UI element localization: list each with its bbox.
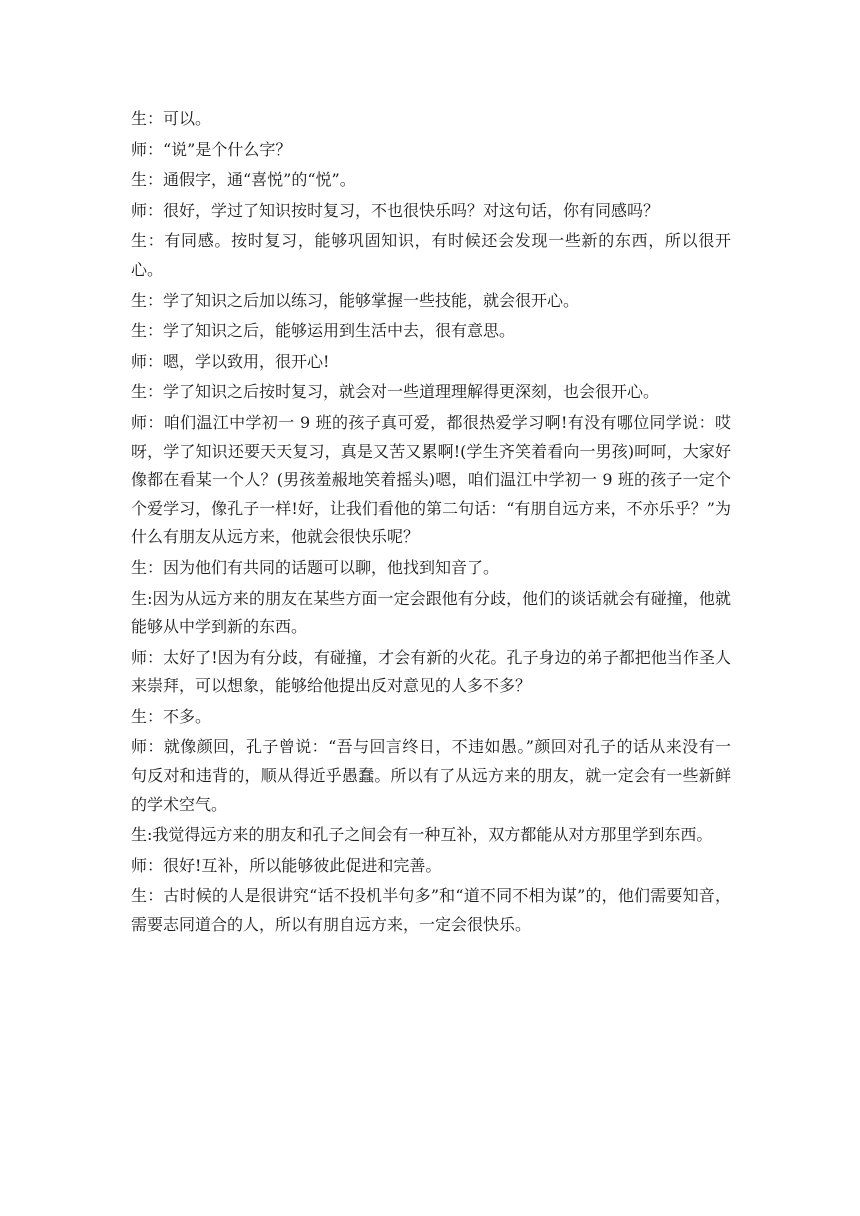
paragraph-6: 生：学了知识之后加以练习，能够掌握一些技能，就会很开心。 xyxy=(131,290,580,310)
paragraph-3: 生：通假字，通“喜悦”的“悦”。 xyxy=(131,170,356,190)
paragraph-16: 生:我觉得远方来的朋友和孔子之间会有一种互补，双方都能从对方那里学到东西。 xyxy=(131,825,713,845)
paragraph-5: 生：有同感。按时复习，能够巩固知识，有时候还会发现一些新的东西，所以很开心。 xyxy=(131,231,731,279)
paragraph-12: 生:因为从远方来的朋友在某些方面一定会跟他有分歧，他们的谈话就会有碰撞，他就能够从中学到新的东西。 xyxy=(131,588,731,637)
paragraph-14: 生：不多。 xyxy=(131,706,212,726)
paragraph-18: 生：古时候的人是很讲究“话不投机半句多”和“道不同不相为谋”的，他们需要知音，需要志同道合的人，所以有朋自远方来，一定会很快乐。 xyxy=(131,886,731,935)
paragraph-17: 师：很好!互补，所以能够彼此促进和完善。 xyxy=(131,855,442,875)
paragraph-9: 生：学了知识之后按时复习，就会对一些道理理解得更深刻，也会很开心。 xyxy=(131,382,660,402)
document-body xyxy=(131,105,731,940)
paragraph-4: 师：很好，学过了知识按时复习，不也很快乐吗？对这句话，你有同感吗？ xyxy=(131,200,660,220)
paragraph-8: 师：嗯，学以致用，很开心! xyxy=(131,351,330,371)
paragraph-15: 师：就像颜回，孔子曾说：“吾与回言终日，不违如愚。”颜回对孔子的话从来没有一句反对和违背的，顺从得近乎愚蠢。所以有了从远方来的朋友，就一定会有一些新鲜的学术空气。 xyxy=(131,737,731,814)
paragraph-11: 生：因为他们有共同的话题可以聊，他找到知音了。 xyxy=(131,557,500,577)
paragraph-7: 生：学了知识之后，能够运用到生活中去，很有意思。 xyxy=(131,321,516,341)
paragraph-13: 师：太好了!因为有分歧，有碰撞，才会有新的火花。孔子身边的弟子都把他当作圣人来崇拜，可以想象，能够给他提出反对意见的人多不多？ xyxy=(131,647,731,696)
paragraph-2: 师：“说”是个什么字？ xyxy=(131,139,292,159)
paragraph-10: 师：咱们温江中学初一 9 班的孩子真可爱，都很热爱学习啊!有没有哪位同学说：哎呀，学了知识还要天天复习，真是又苦又累啊!(学生齐笑着看向一男孩)呵呵，大家好像都在看某一个人？(男孩羞赧地笑着摇头)嗯，咱们温江中学初一 9 班的孩子一定个个爱学习，像孔子一样!好，让我们看他的第二句话：“有朋自远方来，不亦乐乎？”为什么有朋友从远方来，他就会很快乐呢？ xyxy=(131,412,731,547)
paragraph-1: 生：可以。 xyxy=(131,109,212,128)
